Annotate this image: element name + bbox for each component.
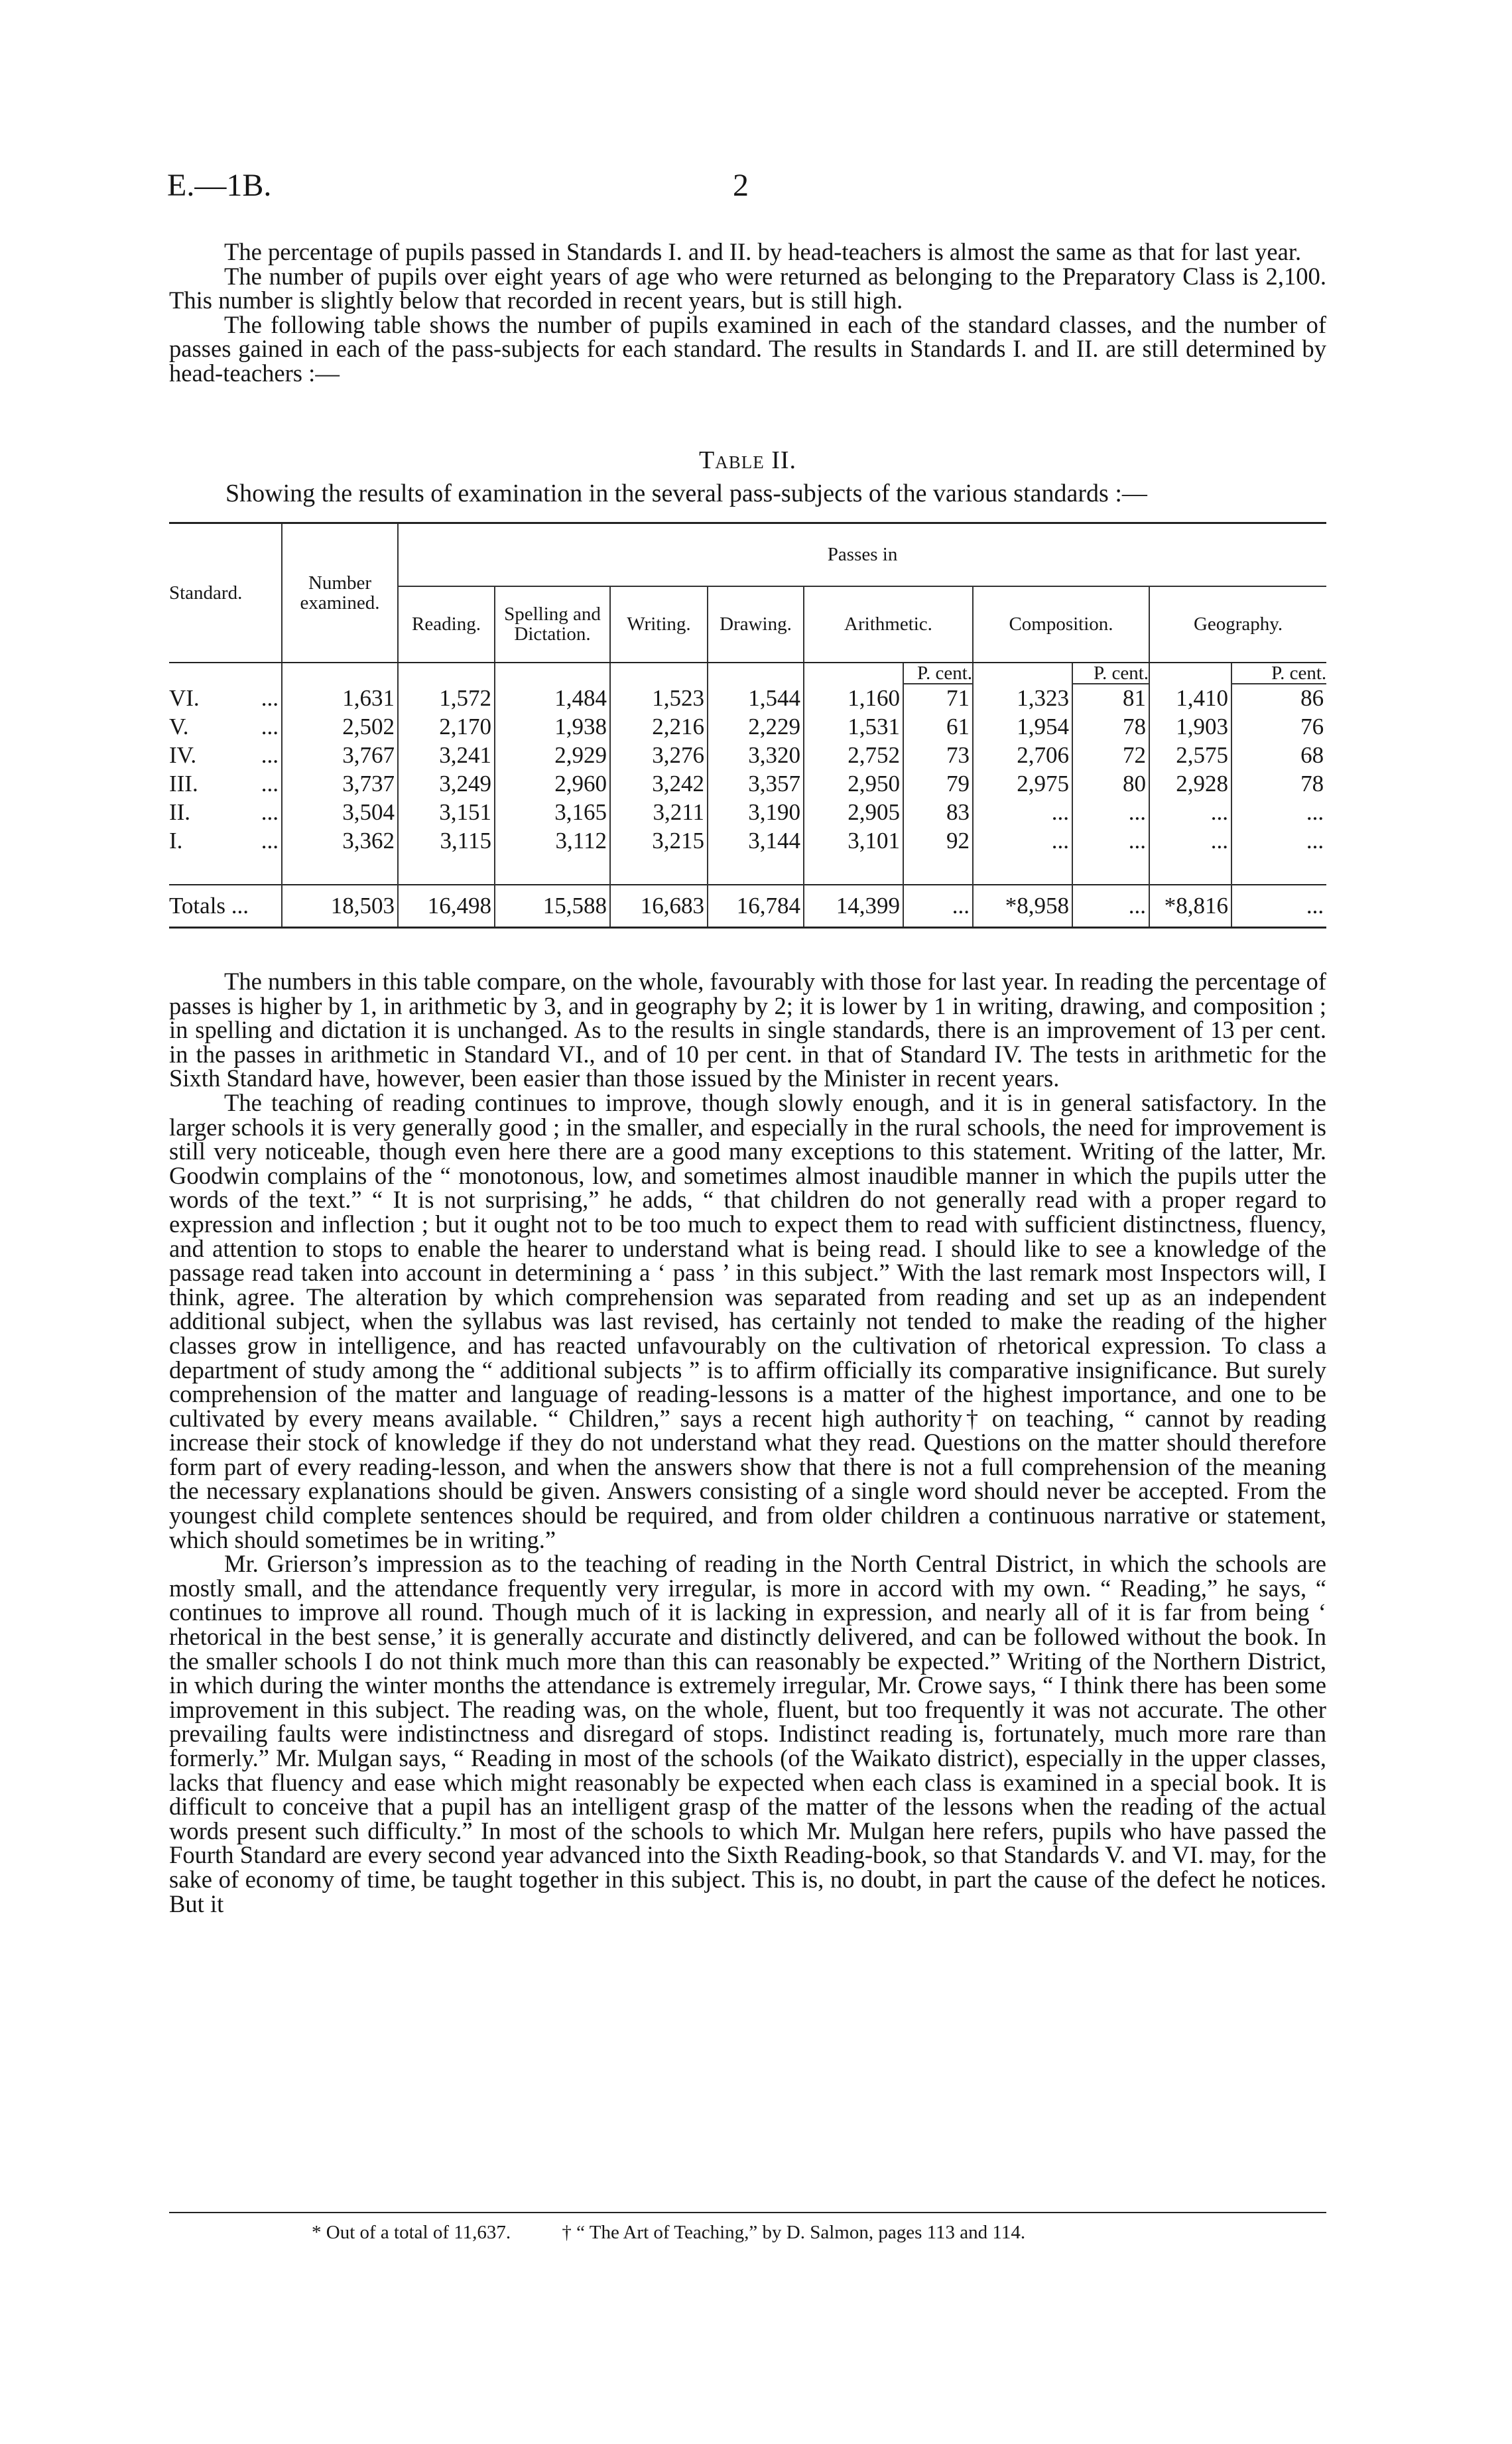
spelling-cell: 1,484 [495, 684, 610, 713]
arithmetic-cell: 2,905 [804, 799, 903, 827]
composition-cell: ... [973, 827, 1072, 856]
col-header-arithmetic: Arithmetic. [804, 586, 973, 663]
composition-percent-total: ... [1072, 885, 1149, 928]
geography-cell: 2,928 [1149, 770, 1231, 799]
drawing-total: 16,784 [708, 885, 804, 928]
totals-label: Totals ... [169, 885, 282, 928]
spelling-cell: 2,960 [495, 770, 610, 799]
reading-cell: 3,151 [398, 799, 495, 827]
col-header-writing: Writing. [610, 586, 708, 663]
spelling-total: 15,588 [495, 885, 610, 928]
arithmetic-cell: 3,101 [804, 827, 903, 856]
col-header-standard: Standard. [169, 523, 282, 663]
writing-cell: 3,242 [610, 770, 708, 799]
arithmetic-percent-cell: 71 [903, 684, 973, 713]
col-header-composition: Composition. [973, 586, 1149, 663]
leader-dots: ... [261, 828, 279, 854]
spelling-cell: 3,112 [495, 827, 610, 856]
footnote-rule [169, 2212, 1326, 2213]
leader-dots: ... [261, 684, 279, 711]
drawing-cell: 3,190 [708, 799, 804, 827]
standard-label: I. [169, 828, 183, 854]
composition-percent-header: P. cent. [1072, 663, 1149, 684]
geography-percent-cell: ... [1231, 827, 1326, 856]
arithmetic-percent-total: ... [903, 885, 973, 928]
table-title: Table II. [698, 446, 796, 474]
paragraph: Mr. Grierson’s impression as to the teaching of reading in the North Central District, in which the schools are mostly small, and the attendance frequently very irregular, is more in accord with my own. “ Reading,” he says, “ continues to improve all round. Though much of it is lacking in expression, and nearly all of it is far from being ‘ rhetorical in the best sense,’ it is generally accurate and distinctly delivered, and can be followed without the book. In the smaller schools I do not think much more than this can reasonably be expected.” Writing of the Northern District, in which during the winter months the attendance is extremely irregular, Mr. Crowe says, “ I think there has been some improvement in this subject. The reading was, on the whole, fluent, but too frequently it was not accurate. The other prevailing faults were indistinctness and disregard of stops. Indistinct reading is, fortunately, much more rare than formerly.” Mr. Mulgan says, “ Reading in most of the schools (of the Waikato district), especially in the upper classes, lacks that fluency and ease which might reasonably be expected when each class is examined in a special book. It is difficult to conceive that a pupil has an intelligent grasp of the matter of the lessons when the reading of the actual words present such difficulty.” In most of the schools to which Mr. Mulgan here refers, pupils who have passed the Fourth Standard are every second year advanced into the Sixth Reading-book, so that Standards V. and VI. may, for the sake of economy of time, be taught together in this subject. This is, no doubt, in part the cause of the defect he notices. But it [169, 1550, 1326, 1917]
page-reference: E.—1B. [167, 168, 272, 203]
geography-cell: 2,575 [1149, 741, 1231, 770]
writing-cell: 1,523 [610, 684, 708, 713]
leader-dots: ... [261, 771, 279, 797]
drawing-cell: 1,544 [708, 684, 804, 713]
standard-label: III. [169, 771, 198, 797]
geography-percent-cell: 68 [1231, 741, 1326, 770]
geography-percent-header: P. cent. [1231, 663, 1326, 684]
body-text [169, 970, 1326, 1916]
intro-text [169, 240, 1326, 386]
paragraph: The percentage of pupils passed in Standards I. and II. by head-teachers is almost the same as that for last year. [224, 238, 1302, 265]
standard-label: V. [169, 714, 189, 740]
footnotes [312, 2222, 1072, 2244]
composition-percent-cell: 81 [1072, 684, 1149, 713]
leader-dots: ... [261, 714, 279, 740]
standard-label: II. [169, 799, 191, 825]
table-row [169, 799, 1326, 827]
examined-cell: 1,631 [282, 684, 398, 713]
table-row [169, 684, 1326, 713]
col-header-drawing: Drawing. [708, 586, 804, 663]
reading-cell: 2,170 [398, 713, 495, 741]
arithmetic-percent-cell: 61 [903, 713, 973, 741]
arithmetic-percent-cell: 73 [903, 741, 973, 770]
composition-cell: 1,323 [973, 684, 1072, 713]
composition-percent-cell: ... [1072, 799, 1149, 827]
results-table [169, 522, 1326, 929]
examined-cell: 2,502 [282, 713, 398, 741]
examined-cell: 3,767 [282, 741, 398, 770]
drawing-cell: 3,144 [708, 827, 804, 856]
writing-total: 16,683 [610, 885, 708, 928]
reading-cell: 1,572 [398, 684, 495, 713]
geography-percent-total: ... [1231, 885, 1326, 928]
geography-percent-cell: ... [1231, 799, 1326, 827]
reading-cell: 3,241 [398, 741, 495, 770]
footnote-star: * Out of a total of 11,637. [312, 2222, 511, 2243]
geography-percent-cell: 76 [1231, 713, 1326, 741]
reading-total: 16,498 [398, 885, 495, 928]
geography-cell: ... [1149, 827, 1231, 856]
writing-cell: 3,215 [610, 827, 708, 856]
arithmetic-percent-header: P. cent. [903, 663, 973, 684]
col-header-geography: Geography. [1149, 586, 1326, 663]
drawing-cell: 3,320 [708, 741, 804, 770]
arithmetic-cell: 1,531 [804, 713, 903, 741]
writing-cell: 2,216 [610, 713, 708, 741]
drawing-cell: 2,229 [708, 713, 804, 741]
standard-label: VI. [169, 684, 200, 711]
totals-row [169, 885, 1326, 928]
composition-percent-cell: 80 [1072, 770, 1149, 799]
geography-total: *8,816 [1149, 885, 1231, 928]
page-number: 2 [733, 168, 749, 203]
spelling-cell: 1,938 [495, 713, 610, 741]
drawing-cell: 3,357 [708, 770, 804, 799]
table-row [169, 741, 1326, 770]
col-header-reading: Reading. [398, 586, 495, 663]
passes-in-header: Passes in [398, 523, 1326, 586]
composition-cell: 2,706 [973, 741, 1072, 770]
table-row [169, 770, 1326, 799]
geography-percent-cell: 86 [1231, 684, 1326, 713]
composition-percent-cell: ... [1072, 827, 1149, 856]
leader-dots: ... [261, 799, 279, 825]
footnote-dagger: † “ The Art of Teaching,” by D. Salmon, pages 113 and 114. [562, 2222, 1026, 2243]
paragraph: The following table shows the number of pupils examined in each of the standard classes, and the number of passes gained in each of the pass-subjects for each standard. The results in Standards I. and II. are still determined by head-teachers :— [169, 310, 1326, 387]
table-row [169, 827, 1326, 856]
reading-cell: 3,249 [398, 770, 495, 799]
writing-cell: 3,211 [610, 799, 708, 827]
examined-cell: 3,362 [282, 827, 398, 856]
paragraph: The teaching of reading continues to improve, though slowly enough, and it is in general satisfactory. In the larger schools it is very generally good ; in the smaller, and especially in the rural schools, the need for improvement is still very noticeable, though even here there are a good many exceptions to this statement. Writing of the latter, Mr. Goodwin complains of the “ monotonous, low, and sometimes almost inaudible manner in which the pupils utter the words of the text.” “ It is not surprising,” he adds, “ that children do not generally read with a proper regard to expression and inflection ; but it ought not to be too much to expect them to read with sufficient distinctness, fluency, and attention to stops to enable the hearer to understand what is being read. I should like to see a knowledge of the passage read taken into account in determining a ‘ pass ’ in this subject.” With the last remark most Inspectors will, I think, agree. The alteration by which comprehension was separated from reading and set up as an independent additional subject, when the syllabus was last revised, has certainly not tended to make the reading of the higher classes grow in intelligence, and has reacted unfavourably on the cultivation of rhetorical expression. To class a department of study among the “ additional subjects ” is to affirm officially its comparative insignificance. But surely comprehension of the matter and language of reading-lessons is a matter of the highest importance, and one to be cultivated by every means available. “ Children,” says a recent high authority† on teaching, “ cannot by reading increase their stock of knowledge if they do not understand what they read. Questions on the matter should therefore form part of every reading-lesson, and when the answers show that there is not a full comprehension of the meaning the necessary explanations should be given. Answers consisting of a single word should never be accepted. From the youngest child complete sentences should be required, and from older children a continuous narrative or statement, which should sometimes be in writing.” [169, 1088, 1326, 1553]
examined-cell: 3,504 [282, 799, 398, 827]
composition-total: *8,958 [973, 885, 1072, 928]
geography-cell: 1,410 [1149, 684, 1231, 713]
arithmetic-percent-cell: 83 [903, 799, 973, 827]
composition-percent-cell: 72 [1072, 741, 1149, 770]
spelling-cell: 3,165 [495, 799, 610, 827]
arithmetic-cell: 2,950 [804, 770, 903, 799]
arithmetic-total: 14,399 [804, 885, 903, 928]
standard-label: IV. [169, 742, 197, 768]
arithmetic-percent-cell: 92 [903, 827, 973, 856]
reading-cell: 3,115 [398, 827, 495, 856]
examined-total: 18,503 [282, 885, 398, 928]
table-row [169, 713, 1326, 741]
composition-percent-cell: 78 [1072, 713, 1149, 741]
examined-cell: 3,737 [282, 770, 398, 799]
paragraph: The numbers in this table compare, on the whole, favourably with those for last year. In reading the percentage of passes is higher by 1, in arithmetic by 3, and in geography by 2; it is lower by 1 in writing, drawing, and composition ; in spelling and dictation it is unchanged. As to the results in single standards, there is an improvement of 13 per cent. in the passes in arithmetic in Standard VI., and of 10 per cent. in that of Standard IV. The tests in arithmetic for the Sixth Standard have, however, been easier than those issued by the Minister in recent years. [169, 968, 1326, 1092]
spelling-cell: 2,929 [495, 741, 610, 770]
table-caption: Showing the results of examination in the several pass-subjects of the various standards :— [225, 480, 1147, 507]
col-header-spelling: Spelling and Dictation. [495, 586, 610, 663]
geography-cell: ... [1149, 799, 1231, 827]
leader-dots: ... [261, 742, 279, 768]
arithmetic-percent-cell: 79 [903, 770, 973, 799]
paragraph: The number of pupils over eight years of age who were returned as belonging to the Preparatory Class is 2,100. This number is slightly below that recorded in recent years, but is still high. [169, 262, 1326, 314]
geography-cell: 1,903 [1149, 713, 1231, 741]
composition-cell: ... [973, 799, 1072, 827]
composition-cell: 2,975 [973, 770, 1072, 799]
geography-percent-cell: 78 [1231, 770, 1326, 799]
writing-cell: 3,276 [610, 741, 708, 770]
arithmetic-cell: 2,752 [804, 741, 903, 770]
col-header-examined: Number examined. [282, 523, 398, 663]
composition-cell: 1,954 [973, 713, 1072, 741]
arithmetic-cell: 1,160 [804, 684, 903, 713]
